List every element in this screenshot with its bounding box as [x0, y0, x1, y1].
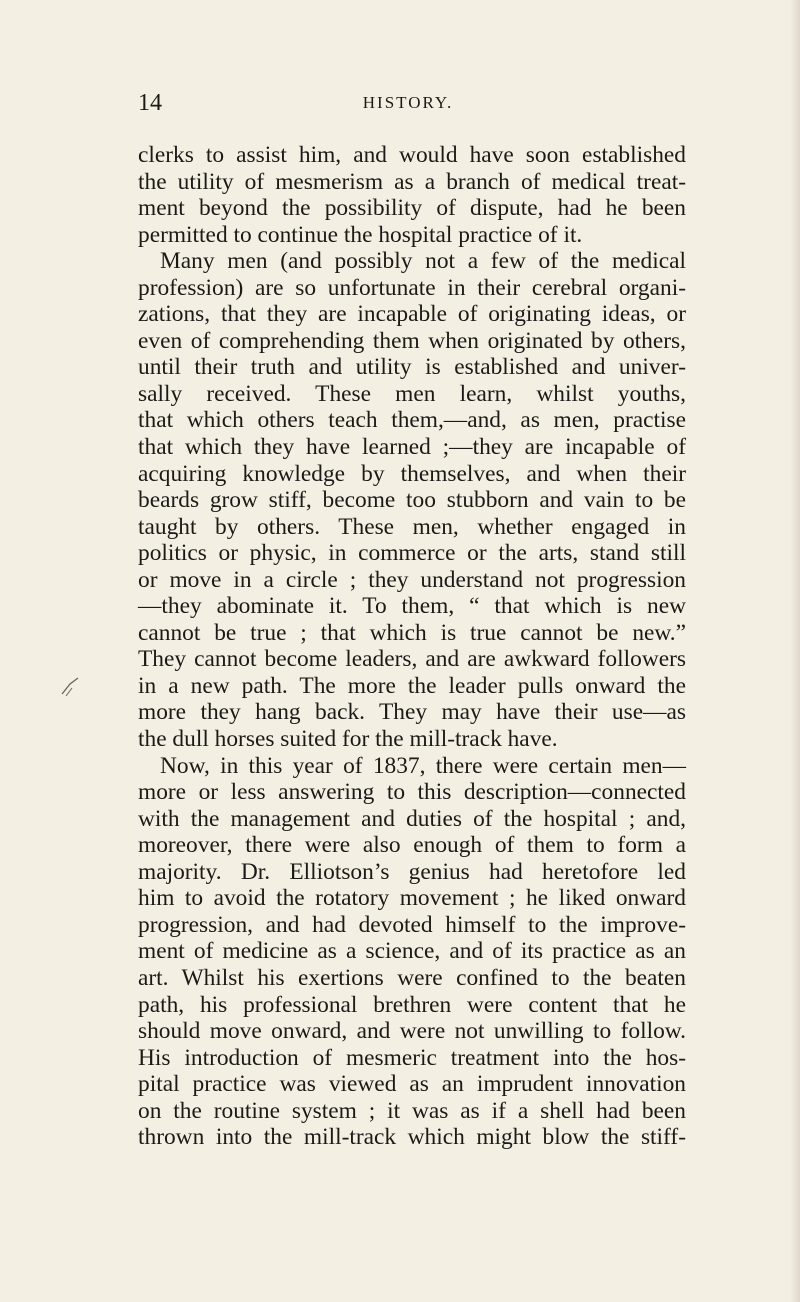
text-line: cannot be true ; that which is true cannot be new.”	[138, 619, 686, 646]
text-line: path, his professional brethren were content that he	[138, 991, 686, 1018]
text-line: They cannot become leaders, and are awkward followers	[138, 646, 686, 673]
text-line: progression, and had devoted himself to the improve-	[138, 911, 686, 938]
text-line: politics or physic, in commerce or the arts, stand still	[138, 540, 686, 567]
text-line: more they hang back. They may have their use—as	[138, 699, 686, 726]
pencil-tick-mark-icon	[58, 670, 88, 700]
text-line: the utility of mesmerism as a branch of medical treat-	[138, 168, 686, 195]
text-line: beards grow stiff, become too stubborn and vain to be	[138, 487, 686, 514]
text-line: that which others teach them,—and, as men, practise	[138, 407, 686, 434]
text-line: that which they have learned ;—they are incapable of	[138, 434, 686, 461]
page-edge-shadow	[790, 0, 800, 1302]
text-line: the dull horses suited for the mill-track have.	[138, 726, 558, 753]
text-line: with the management and duties of the hospital ; and,	[138, 805, 686, 832]
text-line: zations, that they are incapable of originating ideas, or	[138, 301, 686, 328]
text-line: taught by others. These men, whether engaged in	[138, 513, 686, 540]
page-number: 14	[138, 90, 162, 116]
text-line: sally received. These men learn, whilst youths,	[138, 380, 686, 407]
text-line: ment of medicine as a science, and of its practice as an	[138, 938, 686, 965]
body-text	[138, 142, 686, 1151]
text-line: clerks to assist him, and would have soon established	[138, 142, 686, 168]
text-line: more or less answering to this description—connected	[138, 779, 686, 806]
text-line: profession) are so unfortunate in their cerebral organi-	[138, 274, 686, 301]
text-line: His introduction of mesmeric treatment into the hos-	[138, 1044, 686, 1071]
text-line: acquiring knowledge by themselves, and when their	[138, 460, 686, 487]
text-line: in a new path. The more the leader pulls onward the	[138, 672, 686, 699]
text-line: should move onward, and were not unwilling to follow.	[138, 1018, 686, 1045]
text-line: until their truth and utility is established and univer-	[138, 354, 686, 381]
text-line: art. Whilst his exertions were confined to the beaten	[138, 964, 686, 991]
text-line: moreover, there were also enough of them to form a	[138, 832, 686, 859]
text-line: Now, in this year of 1837, there were certain men—	[160, 752, 686, 779]
text-line: pital practice was viewed as an imprudent innovation	[138, 1071, 686, 1098]
text-line: or move in a circle ; they understand not progression	[138, 566, 686, 593]
text-line: even of comprehending them when originated by others,	[138, 327, 686, 354]
text-line: him to avoid the rotatory movement ; he liked onward	[138, 885, 686, 912]
text-line: thrown into the mill-track which might blow the stiff-	[138, 1124, 686, 1151]
running-title: HISTORY.	[362, 93, 454, 112]
page-header	[138, 88, 678, 118]
text-line: —they abominate it. To them, “ that which is new	[138, 593, 686, 620]
text-line: Many men (and possibly not a few of the medical	[160, 248, 686, 275]
text-line: permitted to continue the hospital practice of it.	[138, 221, 583, 248]
text-line: ment beyond the possibility of dispute, had he been	[138, 195, 686, 222]
text-line: majority. Dr. Elliotson’s genius had heretofore led	[138, 858, 686, 885]
text-line: on the routine system ; it was as if a shell had been	[138, 1097, 686, 1124]
